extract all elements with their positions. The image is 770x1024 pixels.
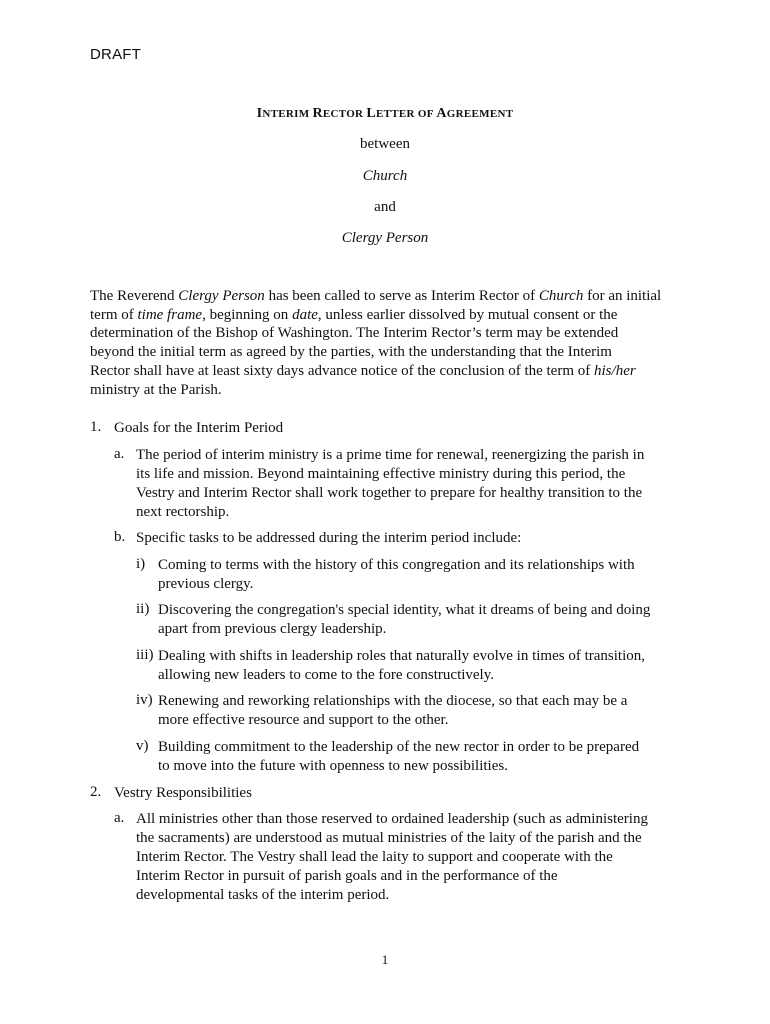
page-number: 1 <box>381 952 389 967</box>
text-line: Vestry and Interim Rector shall work together to prepare for healthy transition to the <box>136 485 643 501</box>
task-text <box>158 647 645 685</box>
title-part: ETTER OF <box>376 108 437 120</box>
intro-paragraph <box>90 287 690 399</box>
text-run: , beginning on <box>202 306 293 323</box>
text-run: his/her <box>594 362 636 379</box>
text-line: Building commitment to the leadership of the new rector in order to be prepared <box>158 739 640 755</box>
text-line: Interim Rector in pursuit of parish goals and in the performance of the <box>136 868 558 884</box>
text-line: All ministries other than those reserved to ordained leadership (such as administering <box>136 811 648 827</box>
section-1a-label: a. <box>114 446 125 462</box>
title-part: R <box>312 106 323 121</box>
title-part: L <box>366 106 376 121</box>
document-title <box>0 106 770 122</box>
section-2a-label: a. <box>114 810 125 826</box>
text-run: Church <box>538 288 584 304</box>
title-part: GREEMENT <box>446 108 514 120</box>
text-run: time frame <box>137 306 203 323</box>
intro-line: ministry at the Parish. <box>90 381 222 398</box>
text-run: Clergy Person <box>178 288 265 304</box>
text-run: date <box>292 306 318 323</box>
section-1-heading: Goals for the Interim Period <box>114 420 284 436</box>
section-2-number: 2. <box>90 784 102 800</box>
text-line: apart from previous clergy leadership. <box>158 621 387 637</box>
text-line: the sacraments) are understood as mutual ministries of the laity of the parish and the <box>136 830 642 846</box>
title-part: NTERIM <box>262 108 313 120</box>
title-part: ECTOR <box>322 108 367 120</box>
title-part: A <box>436 106 447 121</box>
section-1a-text <box>136 446 644 522</box>
text-line: more effective resource and support to the other. <box>158 712 449 728</box>
between-label: between <box>360 136 410 152</box>
intro-line: determination of the Bishop of Washington. The Interim Rector’s term may be extended <box>90 325 619 342</box>
task-text <box>158 556 635 594</box>
text-run: , unless earlier dissolved by mutual consent or the <box>317 306 618 323</box>
title-part: I <box>256 106 263 121</box>
task-text <box>158 692 627 730</box>
intro-line <box>90 362 690 381</box>
text-line: to move into the future with openness to new possibilities. <box>158 758 508 774</box>
section-1b-label: b. <box>114 529 126 545</box>
task-label: v) <box>136 738 149 754</box>
text-line: next rectorship. <box>136 504 230 520</box>
draft-label: DRAFT <box>90 46 141 63</box>
text-run: Rector shall have at least sixty days advance notice of the conclusion of the term of <box>90 362 595 379</box>
text-line: Discovering the congregation's special identity, what it dreams of being and doing <box>158 602 651 618</box>
task-label: iii) <box>136 647 154 663</box>
task-label: iv) <box>136 692 153 708</box>
task-label: ii) <box>136 601 150 617</box>
task-text <box>158 738 639 776</box>
intro-line <box>90 287 690 306</box>
intro-line <box>90 306 690 325</box>
section-1b-text: Specific tasks to be addressed during the interim period include: <box>136 530 522 546</box>
section-2-heading: Vestry Responsibilities <box>114 785 252 801</box>
church-placeholder: Church <box>362 168 408 184</box>
intro-line: beyond the initial term as agreed by the parties, with the understanding that the Interim <box>90 344 612 361</box>
text-line: Renewing and reworking relationships with the diocese, so that each may be a <box>158 693 628 709</box>
text-line: Coming to terms with the history of this congregation and its relationships with <box>158 557 635 573</box>
section-2a-text <box>136 810 648 905</box>
task-label: i) <box>136 556 146 572</box>
and-label: and <box>374 199 396 215</box>
text-run: term of <box>90 306 138 323</box>
text-line: allowing new leaders to come to the fore constructively. <box>158 667 494 683</box>
clergy-placeholder: Clergy Person <box>341 230 429 246</box>
text-line: previous clergy. <box>158 576 254 592</box>
task-text <box>158 601 650 639</box>
text-line: its life and mission. Beyond maintaining effective ministry during this period, the <box>136 466 626 482</box>
text-run: has been called to serve as Interim Rector of <box>264 288 539 304</box>
text-line: developmental tasks of the interim period. <box>136 887 390 903</box>
section-1-number: 1. <box>90 419 102 435</box>
text-line: Dealing with shifts in leadership roles that naturally evolve in times of transition, <box>158 648 645 664</box>
text-line: The period of interim ministry is a prime time for renewal, reenergizing the parish in <box>136 447 645 463</box>
text-run: for an initial <box>583 288 662 304</box>
text-run: The Reverend <box>90 288 179 304</box>
text-line: Interim Rector. The Vestry shall lead the laity to support and cooperate with the <box>136 849 613 865</box>
